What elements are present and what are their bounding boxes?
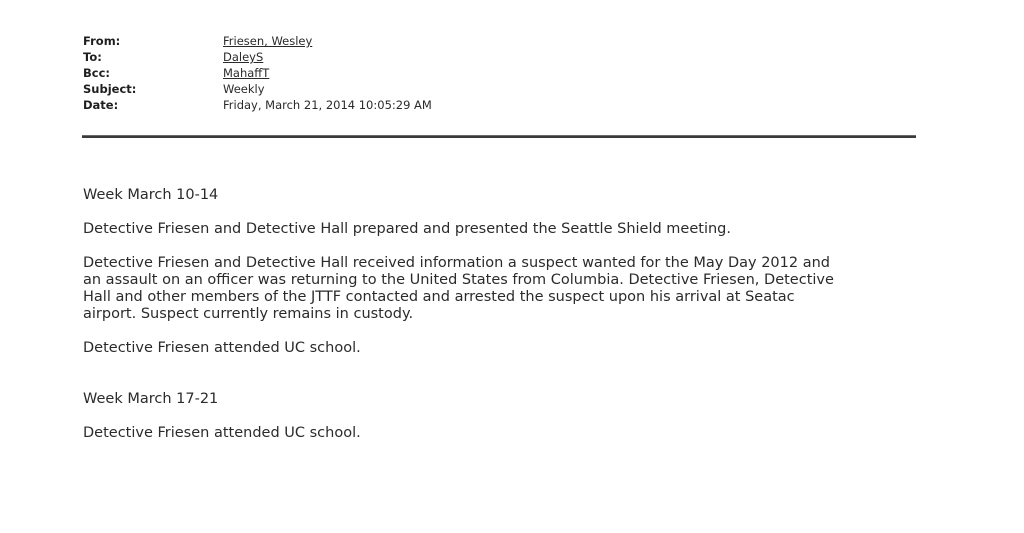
header-divider — [82, 135, 916, 138]
bcc-row — [83, 65, 432, 81]
paragraph-line: Hall and other members of the JTTF contacted and arrested the suspect upon his arrival at Seatac — [83, 289, 795, 305]
date-label: Date: — [83, 98, 119, 112]
paragraph-line: an assault on an officer was returning to the United States from Columbia. Detective Friesen, Detective — [83, 272, 834, 288]
to-recipient-link[interactable]: DaleyS — [223, 50, 264, 64]
date-value: Friday, March 21, 2014 10:05:29 AM — [223, 98, 432, 112]
to-row — [83, 49, 432, 65]
subject-label: Subject: — [83, 82, 137, 96]
week2-paragraph-1: Detective Friesen attended UC school. — [83, 425, 361, 441]
from-label: From: — [83, 34, 121, 48]
from-sender-link[interactable]: Friesen, Wesley — [223, 34, 313, 48]
week1-heading: Week March 10-14 — [83, 187, 219, 203]
paragraph-line: Detective Friesen and Detective Hall received information a suspect wanted for the May Day 2012 and — [83, 255, 830, 271]
week1-paragraph-1: Detective Friesen and Detective Hall prepared and presented the Seattle Shield meeting. — [83, 221, 731, 237]
email-header — [83, 33, 432, 113]
bcc-label: Bcc: — [83, 66, 110, 80]
week1-paragraph-2 — [83, 255, 923, 323]
subject-row — [83, 81, 432, 97]
week1-paragraph-3: Detective Friesen attended UC school. — [83, 340, 361, 356]
subject-value: Weekly — [223, 82, 265, 96]
paragraph-line: airport. Suspect currently remains in custody. — [83, 306, 414, 322]
spacer — [83, 374, 923, 391]
email-body — [83, 187, 923, 459]
date-row — [83, 97, 432, 113]
from-row — [83, 33, 432, 49]
week2-heading: Week March 17-21 — [83, 391, 219, 407]
to-label: To: — [83, 50, 102, 64]
bcc-recipient-link[interactable]: MahaffT — [223, 66, 270, 80]
